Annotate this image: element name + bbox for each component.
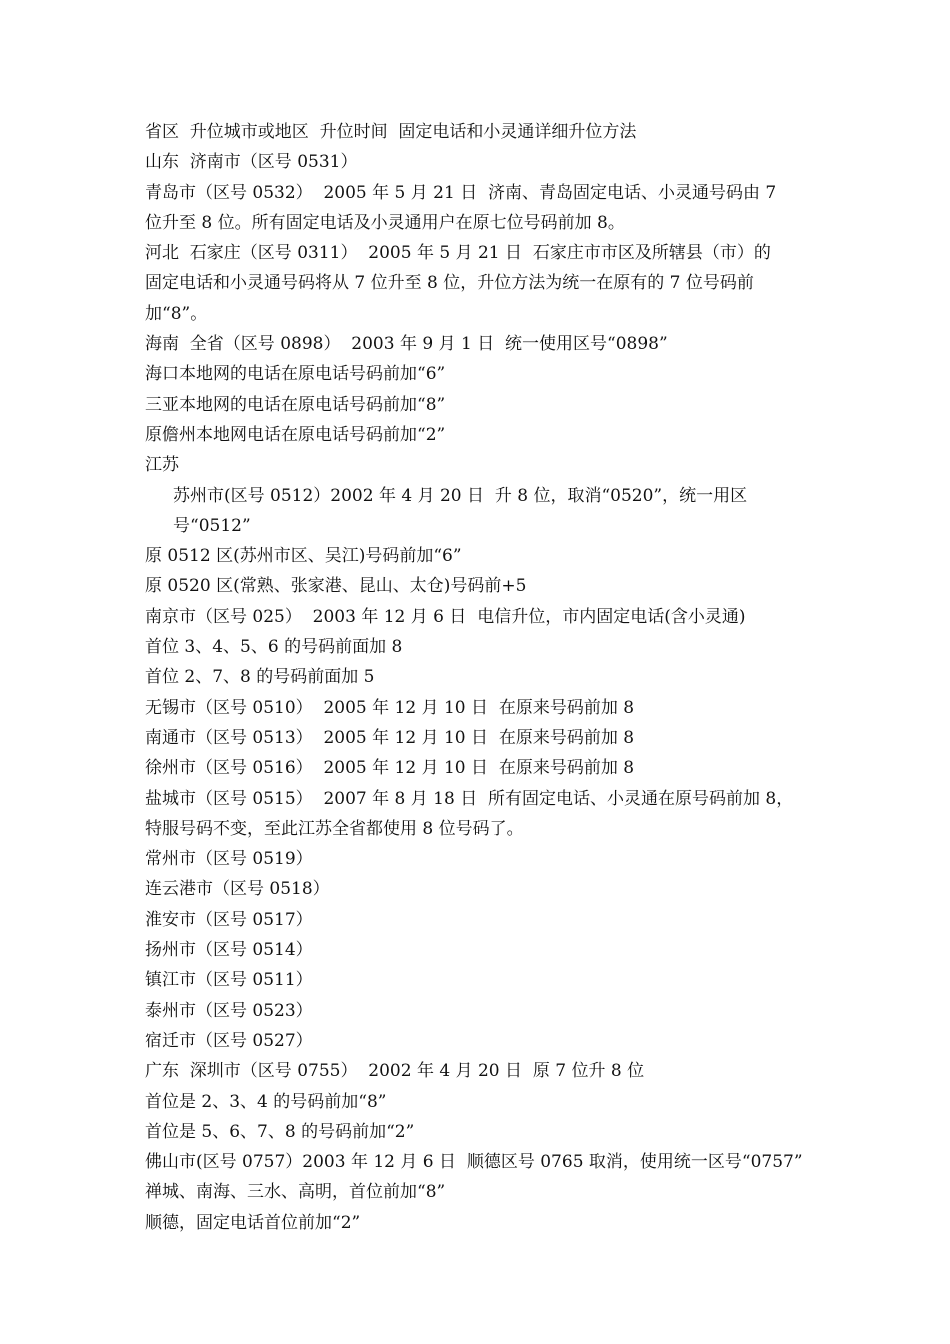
text-line: 山东 济南市（区号 0531） [145,152,358,173]
text-line: 特服号码不变，至此江苏全省都使用 8 位号码了。 [145,818,524,839]
text-line: 河北 石家庄（区号 0311） 2005 年 5 月 21 日 石家庄市市区及所辖县（市）的 [145,243,771,264]
text-line: 青岛市（区号 0532） 2005 年 5 月 21 日 济南、青岛固定电话、小灵通号码由 7 [145,182,777,203]
text-line: 徐州市（区号 0516） 2005 年 12 月 10 日 在原来号码前加 8 [145,758,635,779]
text-line: 苏州市(区号 0512）2002 年 4 月 20 日 升 8 位，取消“0520”，统一用区号“0512” [173,485,748,536]
text-line: 位升至 8 位。所有固定电话及小灵通用户在原七位号码前加 8。 [145,212,625,233]
text-line: 盐城市（区号 0515） 2007 年 8 月 18 日 所有固定电话、小灵通在原号码前加 8， [145,788,794,809]
text-line: 原 0520 区(常熟、张家港、昆山、太仓)号码前+5 [145,576,527,597]
text-line: 佛山市(区号 0757）2003 年 12 月 6 日 顺德区号 0765 取消，使用统一区号“0757” [145,1152,803,1173]
text-line: 泰州市（区号 0523） [145,1000,313,1021]
text-line: 无锡市（区号 0510） 2005 年 12 月 10 日 在原来号码前加 8 [145,697,635,718]
text-line: 江苏 [145,455,179,476]
text-line: 扬州市（区号 0514） [145,940,313,961]
text-line: 首位是 5、6、7、8 的号码前加“2” [145,1121,415,1142]
text-line: 海口本地网的电话在原电话号码前加“6” [145,364,446,385]
text-line: 固定电话和小灵通号码将从 7 位升至 8 位，升位方法为统一在原有的 7 位号码前 [145,273,754,294]
text-line: 顺德，固定电话首位前加“2” [145,1212,361,1233]
header-line: 省区 升位城市或地区 升位时间 固定电话和小灵通详细升位方法 [145,122,637,142]
text-line: 原儋州本地网电话在原电话号码前加“2” [145,424,446,445]
text-line: 首位 2、7、8 的号码前面加 5 [145,667,375,688]
text-line: 首位是 2、3、4 的号码前加“8” [145,1091,387,1112]
text-line: 连云港市（区号 0518） [145,879,330,900]
text-line: 禅城、南海、三水、高明，首位前加“8” [145,1182,446,1203]
text-line: 淮安市（区号 0517） [145,909,313,930]
text-line: 海南 全省（区号 0898） 2003 年 9 月 1 日 统一使用区号“0898” [145,334,668,355]
text-line: 南通市（区号 0513） 2005 年 12 月 10 日 在原来号码前加 8 [145,727,635,748]
text-line: 三亚本地网的电话在原电话号码前加“8” [145,394,446,415]
text-line: 常州市（区号 0519） [145,849,313,870]
text-line: 宿迁市（区号 0527） [145,1030,313,1051]
document-body [145,117,815,1238]
text-line: 广东 深圳市（区号 0755） 2002 年 4 月 20 日 原 7 位升 8 位 [145,1061,645,1082]
text-line: 首位 3、4、5、6 的号码前面加 8 [145,637,403,658]
text-line: 加“8”。 [145,303,208,324]
text-line: 镇江市（区号 0511） [145,970,313,991]
text-line: 南京市（区号 025） 2003 年 12 月 6 日 电信升位，市内固定电话(含小灵通) [145,606,746,627]
text-line: 原 0512 区(苏州市区、吴江)号码前加“6” [145,546,462,567]
